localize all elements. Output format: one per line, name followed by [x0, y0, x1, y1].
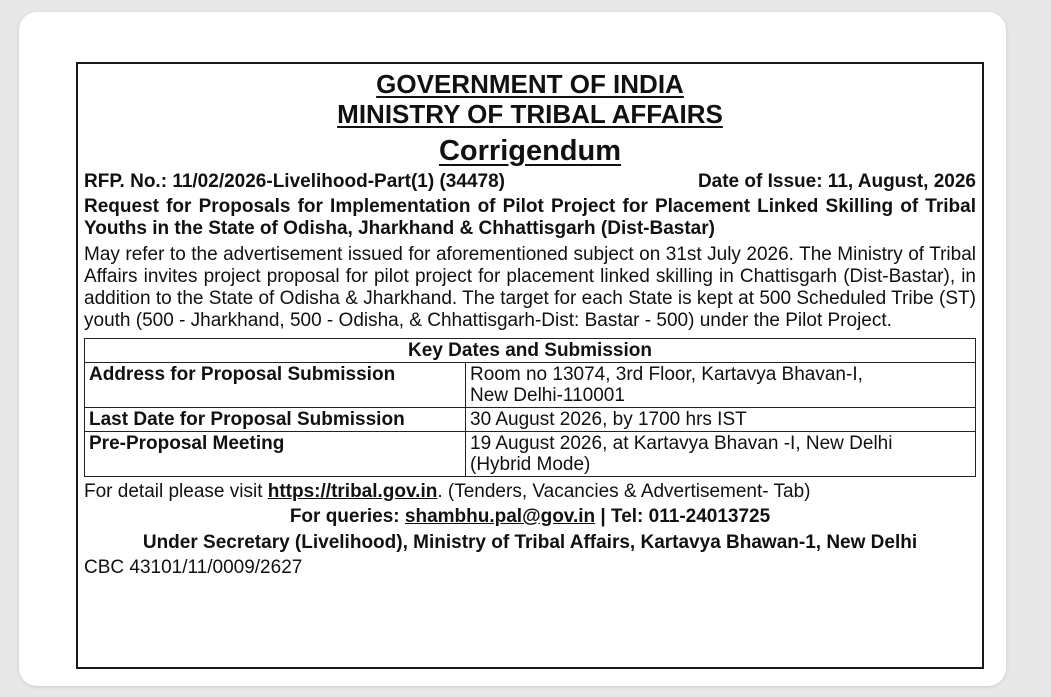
- table-row: [85, 408, 976, 432]
- rfp-row: [84, 171, 976, 193]
- page-card: [19, 12, 1006, 686]
- date-of-issue: Date of Issue: 11, August, 2026: [697, 171, 976, 192]
- subject: Request for Proposals for Implementation of Pilot Project for Placement Linked Skilling of Tribal Youths in the State of Odisha, Jharkhand & Chhattisgarh (Dist-Bastar): [84, 196, 976, 239]
- key-dates-heading: Key Dates and Submission: [85, 339, 976, 363]
- row-value: [466, 408, 976, 432]
- queries-line: [84, 504, 976, 530]
- body-paragraph: May refer to the advertisement issued for aforementioned subject on 31st July 2026. The Ministry of Tribal Affairs invites project proposal for pilot project for placement linked skilling in Chattisgarh (Dist-Bastar), in addition to the State of Odisha & Jharkhand. The target for each State is kept at 500 Scheduled Tribe (ST) youth (500 - Jharkhand, 500 - Odisha, & Chhattisgarh-Dist: Bastar - 500) under the Pilot Project.: [84, 244, 976, 331]
- row-value-line: 30 August 2026, by 1700 hrs IST: [470, 409, 747, 430]
- advertisement-box: [76, 62, 984, 669]
- signatory: Under Secretary (Livelihood), Ministry of Tribal Affairs, Kartavya Bhawan-1, New Delhi: [142, 532, 918, 553]
- row-value-line: (Hybrid Mode): [470, 454, 591, 475]
- table-row: [85, 363, 976, 408]
- header-line-2: MINISTRY OF TRIBAL AFFAIRS: [337, 99, 723, 129]
- queries-prefix: For queries:: [289, 506, 405, 527]
- row-label: Pre-Proposal Meeting: [85, 432, 466, 477]
- row-value: [466, 363, 976, 408]
- visit-prefix: For detail please visit: [84, 481, 268, 502]
- rfp-number: RFP. No.: 11/02/2026-Livelihood-Part(1) (34478): [84, 171, 505, 192]
- key-dates-table: [84, 338, 976, 477]
- row-value-line: 19 August 2026, at Kartavya Bhavan -I, New Delhi: [470, 433, 893, 454]
- email-link[interactable]: shambhu.pal@gov.in: [404, 506, 596, 527]
- header-line-1: GOVERNMENT OF INDIA: [376, 69, 684, 99]
- row-label: Address for Proposal Submission: [85, 363, 466, 408]
- row-label: Last Date for Proposal Submission: [85, 408, 466, 432]
- visit-suffix: . (Tenders, Vacancies & Advertisement- Tab): [437, 481, 811, 502]
- row-value: [466, 432, 976, 477]
- document-title: Corrigendum: [438, 135, 622, 167]
- telephone: | Tel: 011-24013725: [595, 506, 771, 527]
- cbc-number: CBC 43101/11/0009/2627: [84, 557, 303, 578]
- row-value-line: New Delhi-110001: [470, 385, 625, 406]
- website-link[interactable]: https://tribal.gov.in: [267, 481, 438, 502]
- visit-line: [84, 480, 976, 504]
- table-row: [85, 432, 976, 477]
- row-value-line: Room no 13074, 3rd Floor, Kartavya Bhavan-I,: [470, 364, 863, 385]
- table-header-row: [85, 339, 976, 363]
